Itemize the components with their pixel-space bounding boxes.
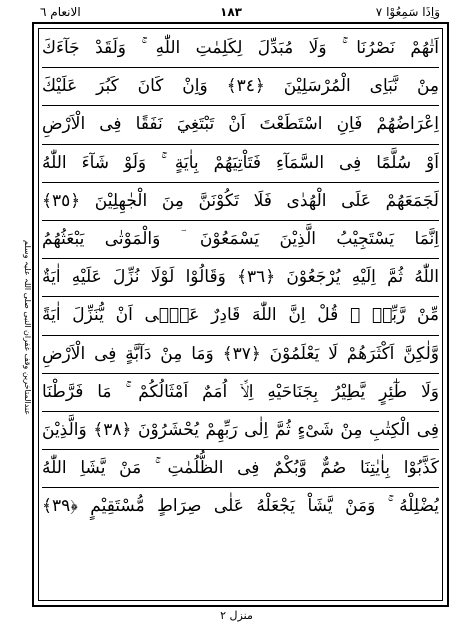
text-line: اِنَّمَا يَسْتَجِيْبُ الَّذِيْنَ يَسْمَعُوْنَ ؔ وَالْمَوْتٰى يَبْعَثُهُمُ — [42, 221, 439, 259]
text-line: وَلَا طٰٓئِرٍ يَّطِيْرُ بِجَنَاحَيْهِ اِلَّاۤ اُمَمٌ اَمْثَالُكُمْ ۚ مَا فَرَّطْنَا — [42, 374, 439, 412]
text-line: اللّٰهُ ثُمَّ اِلَيْهِ يُرْجَعُوْنَ ﴿٣٦﴾ وَقَالُوْا لَوْلَا نُزِّلَ عَلَيْهِ اٰيَةٌ — [42, 259, 439, 297]
page-number: ١٨٣ — [220, 5, 242, 19]
page-header — [40, 2, 440, 22]
text-line: اَوْ سُلَّمًا فِى السَّمَآءِ فَتَاْتِيَهُمْ بِاٰيَةٍ ۚ وَلَوْ شَآءَ اللّٰهُ — [42, 145, 439, 183]
surah-title: الانعام ٦ — [40, 5, 81, 19]
text-line: كَذَّبُوْا بِاٰيٰتِنَا صُمٌّ وَّبُكْمٌ فِى الظُّلُمٰتِ ۚ مَنْ يَّشَاِ اللّٰهُ — [42, 450, 439, 488]
margin-note: عندالمتاخرین وقف غفران النبی صلی اللہ علیہ وسلم — [23, 239, 32, 415]
juz-title: وَاِذَا سَمِعُوْا ٧ — [375, 5, 440, 19]
text-line: اِعْرَاضُهُمْ فَاِنِ اسْتَطَعْتَ اَنْ تَبْتَغِيَ نَفَقًا فِى الْاَرْضِ — [42, 106, 439, 144]
manzil-footer: منزل ٢ — [220, 609, 253, 622]
text-line: مِنْ نَّبَاِى الْمُرْسَلِيْنَ ﴿٣٤﴾ وَاِنْ كَانَ كَبُرَ عَلَيْكَ — [42, 68, 439, 106]
text-line: مِّنْ رَّبِّهٖ ۚ قُلْ اِنَّ اللّٰهَ قَادِرٌ عَلٰۤى اَنْ يُّنَزِّلَ اٰيَةً — [42, 297, 439, 335]
text-line: وَّلٰكِنَّ اَكْثَرَهُمْ لَا يَعْلَمُوْنَ ﴿٣٧﴾ وَمَا مِنْ دَآبَّةٍ فِى الْاَرْضِ — [42, 336, 439, 374]
text-line: اَتٰهُمْ نَصْرُنَا ۚ وَلَا مُبَدِّلَ لِكَلِمٰتِ اللّٰهِ ۚ وَلَقَدْ جَآءَكَ — [42, 30, 439, 68]
text-line: يُضْلِلْهُ ۚ وَمَنْ يَّشَاْ يَجْعَلْهُ عَلٰى صِرَاطٍ مُّسْتَقِيْمٍ ﴿٣٩﴾ — [42, 496, 439, 517]
text-line: فِى الْكِتٰبِ مِنْ شَىْءٍ ثُمَّ اِلٰى رَبِّهِمْ يُحْشَرُوْنَ ﴿٣٨﴾ وَالَّذِيْنَ — [42, 412, 439, 450]
text-body — [42, 30, 439, 525]
text-line: لَجَمَعَهُمْ عَلَى الْهُدٰى فَلَا تَكُوْنَنَّ مِنَ الْجٰهِلِيْنَ ﴿٣٥﴾ — [42, 183, 439, 221]
